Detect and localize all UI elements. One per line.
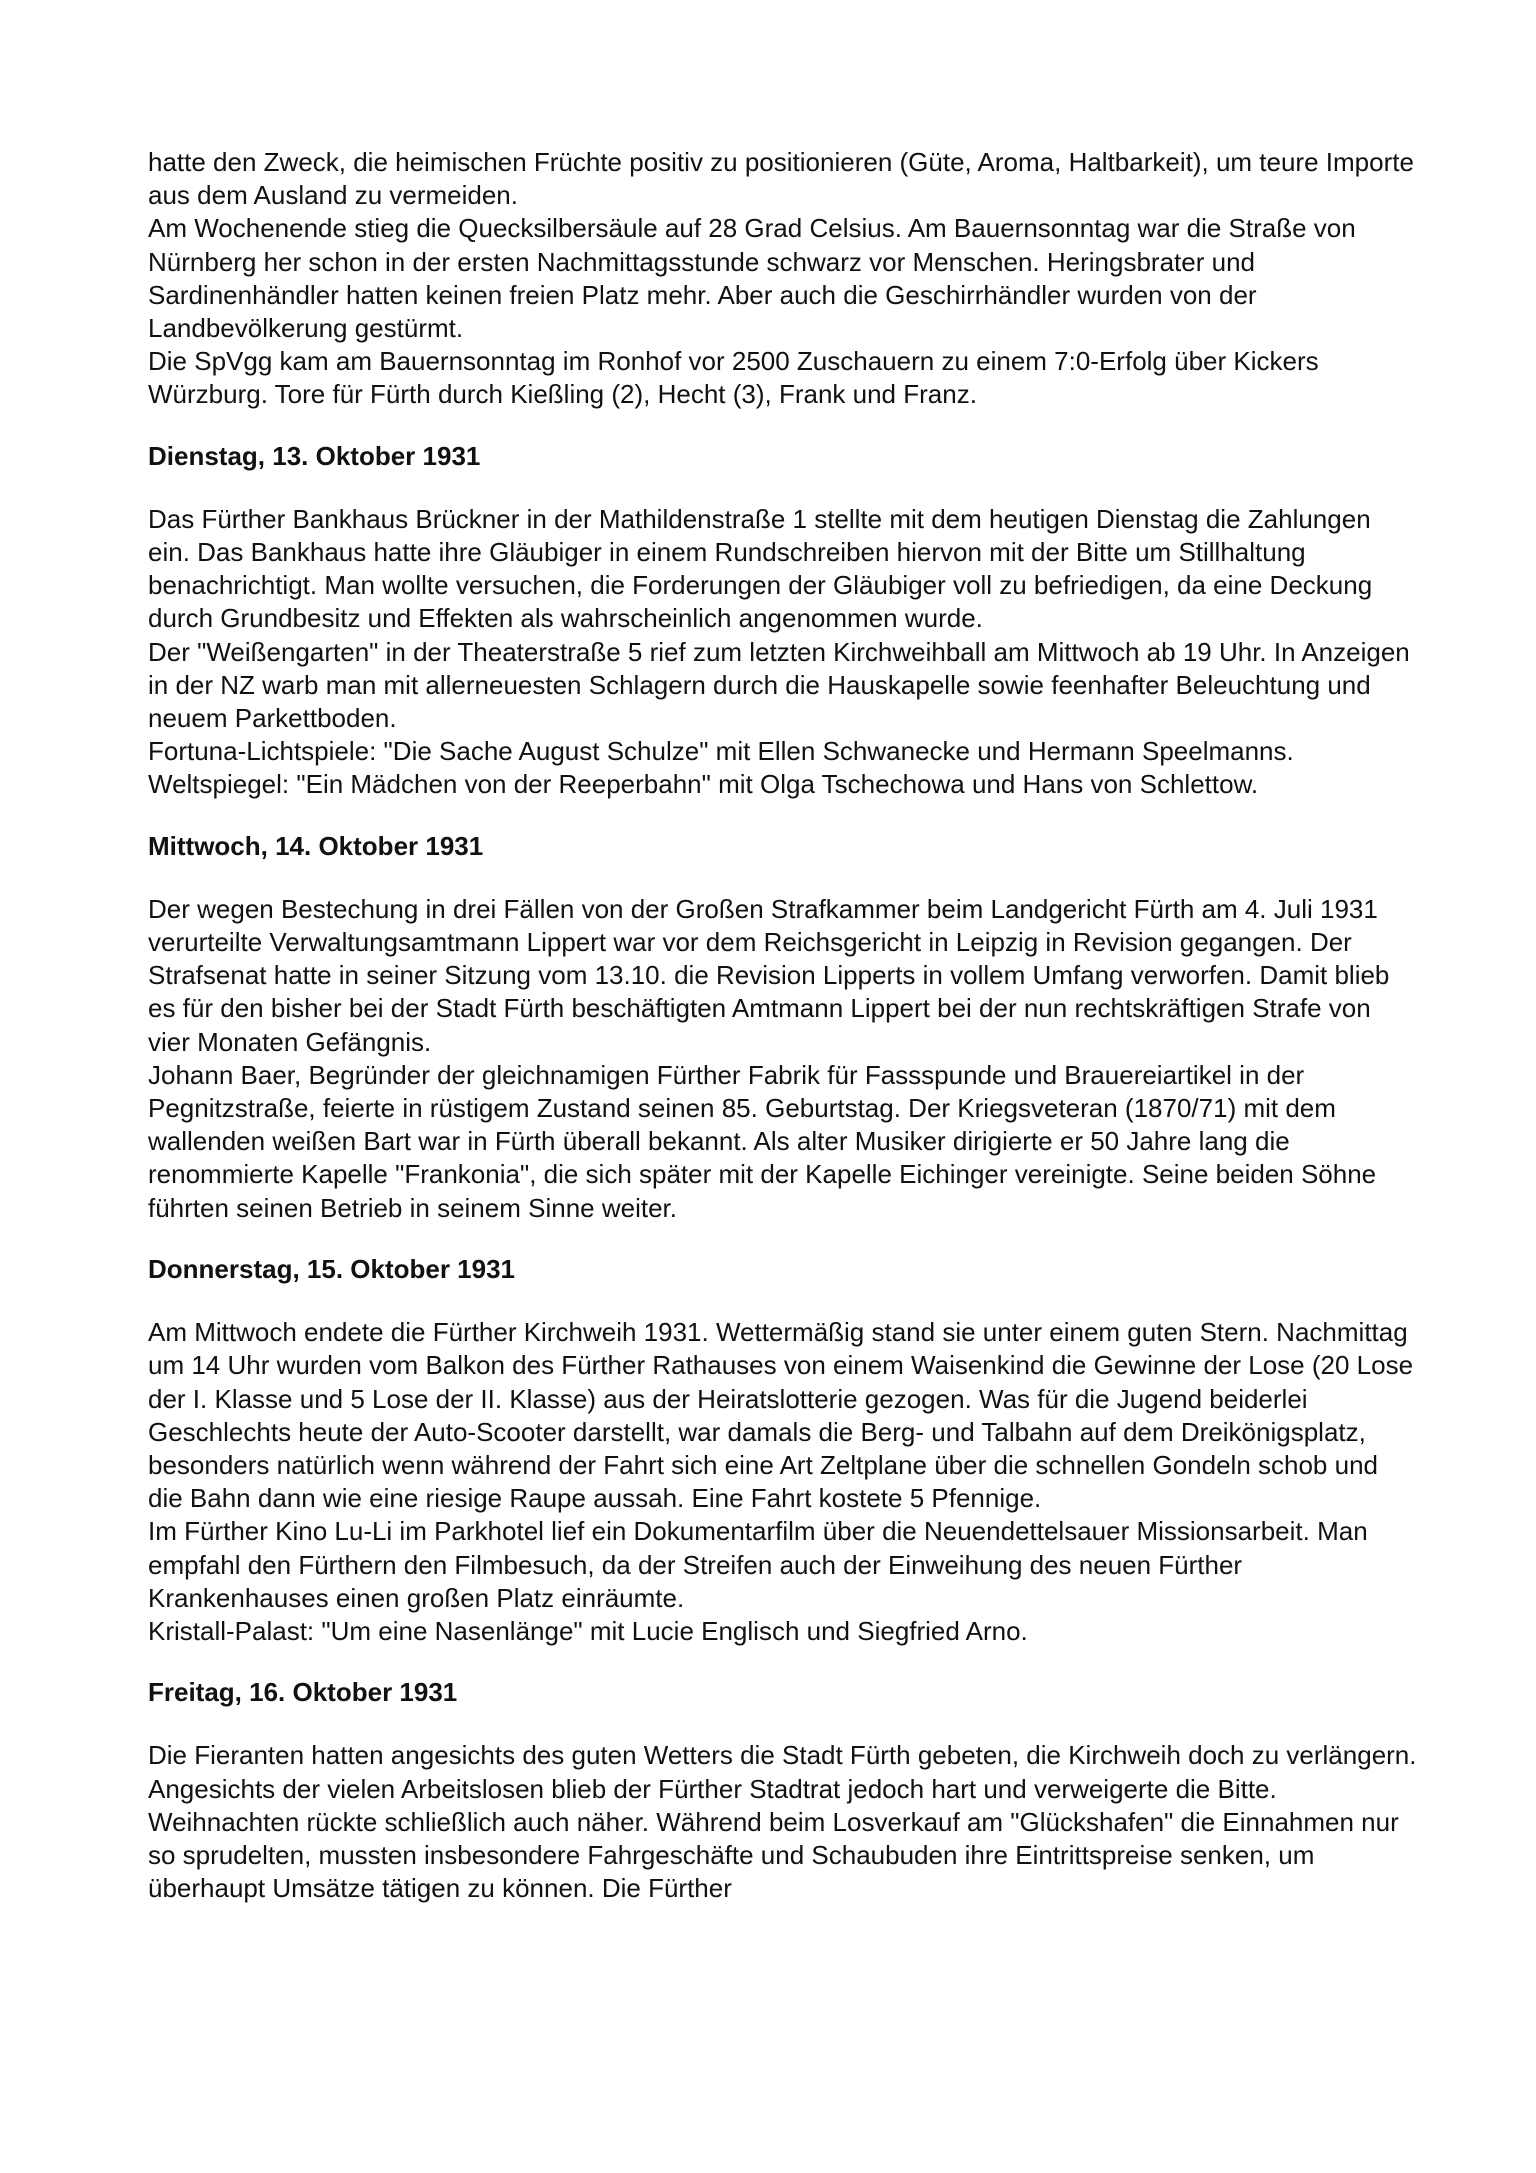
section-heading: Mittwoch, 14. Oktober 1931 bbox=[148, 830, 484, 861]
paragraph: Weltspiegel: "Ein Mädchen von der Reeperbahn" mit Olga Tschechowa und Hans von Schlettow. bbox=[148, 769, 1259, 800]
section-dienstag bbox=[148, 440, 1418, 802]
paragraph: Fortuna-Lichtspiele: "Die Sache August Schulze" mit Ellen Schwanecke und Hermann Speelmanns. bbox=[148, 736, 1294, 767]
paragraph: Die SpVgg kam am Bauernsonntag im Ronhof vor 2500 Zuschauern zu einem 7:0-Erfolg über Kickers Würzburg. Tore für Fürth durch Kießling (2), Hecht (3), Frank und Franz. bbox=[148, 346, 1319, 410]
section-heading: Dienstag, 13. Oktober 1931 bbox=[148, 440, 481, 471]
paragraph: Kristall-Palast: "Um eine Nasenlänge" mit Lucie Englisch und Siegfried Arno. bbox=[148, 1615, 1028, 1646]
section-heading: Donnerstag, 15. Oktober 1931 bbox=[148, 1253, 516, 1284]
paragraph: Das Fürther Bankhaus Brückner in der Mathildenstraße 1 stellte mit dem heutigen Dienstag die Zahlungen ein. Das Bankhaus hatte ihre Gläubiger in einem Rundschreiben hiervon mit der Bitte um Stillhaltung benachrichtigt. Man wollte versuchen, die Forderungen der Gläubiger voll zu befriedigen, da eine Deckung durch Grundbesitz und Effekten als wahrscheinlich angenommen wurde. bbox=[148, 503, 1373, 634]
section-heading: Freitag, 16. Oktober 1931 bbox=[148, 1677, 458, 1708]
paragraph: Der wegen Bestechung in drei Fällen von der Großen Strafkammer beim Landgericht Fürth am 4. Juli 1931 verurteilte Verwaltungsamtmann Lippert war vor dem Reichsgericht in Leipzig in Revision gegangen. Der Strafsenat hatte in seiner Sitzung vom 13.10. die Revision Lipperts in vollem Umfang verworfen. Damit blieb es für den bisher bei der Stadt Fürth beschäftigten Amtmann Lippert bei der nun rechtskräftigen Strafe von vier Monaten Gefängnis. bbox=[148, 893, 1390, 1057]
paragraph: Am Mittwoch endete die Fürther Kirchweih 1931. Wettermäßig stand sie unter einem guten Stern. Nachmittag um 14 Uhr wurden vom Balkon des Fürther Rathauses von einem Waisenkind die Gewinne der Lose (20 Lose der I. Klasse und 5 Lose der II. Klasse) aus der Heiratslotterie gezogen. Was für die Jugend beiderlei Geschlechts heute der Auto-Scooter darstellt, war damals die Berg- und Talbahn auf dem Dreikönigsplatz, besonders natürlich wenn während der Fahrt sich eine Art Zeltplane über die schnellen Gondeln schob und die Bahn dann wie eine riesige Raupe aussah. Eine Fahrt kostete 5 Pfennige. bbox=[148, 1317, 1414, 1514]
paragraph: Johann Baer, Begründer der gleichnamigen Fürther Fabrik für Fassspunde und Brauereiartikel in der Pegnitzstraße, feierte in rüstigem Zustand seinen 85. Geburtstag. Der Kriegsveteran (1870/71) mit dem wallenden weißen Bart war in Fürth überall bekannt. Als alter Musiker dirigierte er 50 Jahre lang die renommierte Kapelle "Frankonia", die sich später mit der Kapelle Eichinger vereinigte. Seine beiden Söhne führten seinen Betrieb in seinem Sinne weiter. bbox=[148, 1059, 1377, 1223]
paragraph: hatte den Zweck, die heimischen Früchte positiv zu positionieren (Güte, Aroma, Haltbarkeit), um teure Importe aus dem Ausland zu vermeiden. bbox=[148, 147, 1414, 211]
document-page bbox=[148, 146, 1418, 1905]
paragraph: Im Fürther Kino Lu-Li im Parkhotel lief ein Dokumentarfilm über die Neuendettelsauer Missionsarbeit. Man empfahl den Fürthern den Filmbesuch, da der Streifen auch der Einweihung des neuen Fürther Krankenhauses einen großen Platz einräumte. bbox=[148, 1516, 1368, 1613]
section-mittwoch bbox=[148, 830, 1418, 1225]
paragraph: Am Wochenende stieg die Quecksilbersäule auf 28 Grad Celsius. Am Bauernsonntag war die Straße von Nürnberg her schon in der ersten Nachmittagsstunde schwarz vor Menschen. Heringsbrater und Sardinenhändler hatten keinen freien Platz mehr. Aber auch die Geschirrhändler wurden von der Landbevölkerung gestürmt. bbox=[148, 213, 1356, 344]
paragraph: Die Fieranten hatten angesichts des guten Wetters die Stadt Fürth gebeten, die Kirchweih doch zu verlängern. Angesichts der vielen Arbeitslosen blieb der Fürther Stadtrat jedoch hart und verweigerte die Bitte. Weihnachten rückte schließlich auch näher. Während beim Losverkauf am "Glückshafen" die Einnahmen nur so sprudelten, mussten insbesondere Fahrgeschäfte und Schaubuden ihre Eintrittspreise senken, um überhaupt Umsätze tätigen zu können. Die Fürther bbox=[148, 1740, 1417, 1904]
section-donnerstag bbox=[148, 1253, 1418, 1648]
paragraph: Der "Weißengarten" in der Theaterstraße 5 rief zum letzten Kirchweihball am Mittwoch ab 19 Uhr. In Anzeigen in der NZ warb man mit allerneuesten Schlagern durch die Hauskapelle sowie feenhafter Beleuchtung und neuem Parkettboden. bbox=[148, 636, 1410, 734]
section-freitag bbox=[148, 1676, 1418, 1905]
